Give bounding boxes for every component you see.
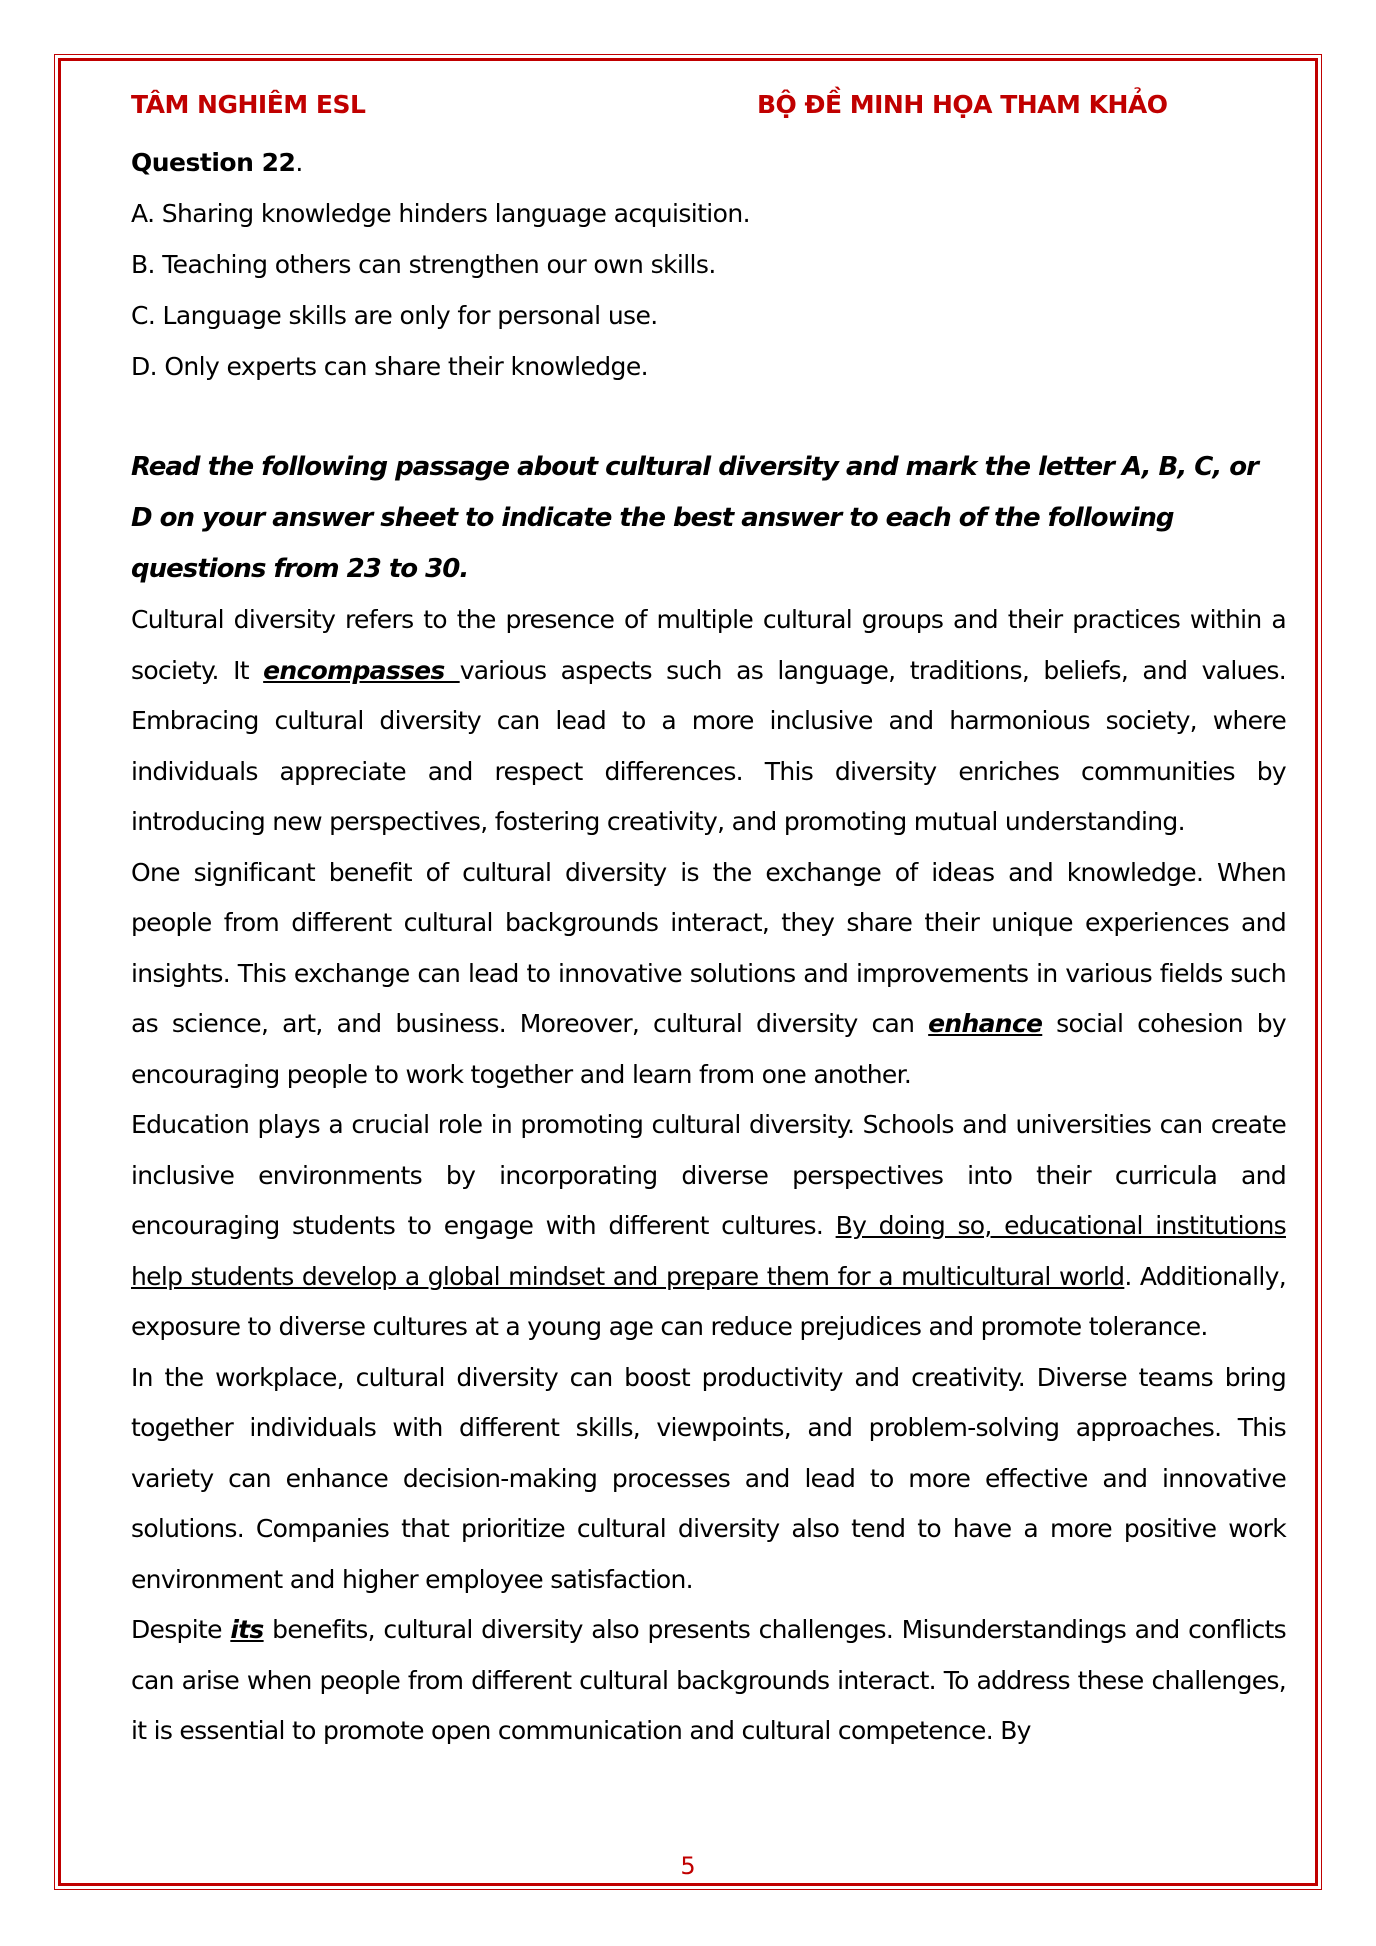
keyword-enhance: enhance	[928, 1009, 1043, 1038]
passage-paragraph-1: Cultural diversity refers to the presence of multiple cultural groups and their practices within a society. It encompasses various aspects such as language, traditions, beliefs, and values. Embracing cultural diversity can lead to a more inclusive and harmonious society, where individuals appreciate and respect differences. This diversity enriches communities by introducing new perspectives, fostering creativity, and promoting mutual understanding.	[131, 605, 1286, 836]
passage-paragraph-3: Education plays a crucial role in promoting cultural diversity. Schools and universities can create inclusive environments by incorporating diverse perspectives into their curricula and encouraging students to engage with different cultures. By doing so, educational institutions help students develop a global mindset and prepare them for a multicultural world. Additionally, exposure to diverse cultures at a young age can reduce prejudices and promote tolerance.	[131, 1110, 1286, 1341]
keyword-its: its	[230, 1615, 264, 1644]
keyword-encompasses: encompasses	[263, 655, 460, 685]
header-title: BỘ ĐỀ MINH HỌA THAM KHẢO	[757, 90, 1168, 119]
reading-passage	[131, 595, 1286, 1757]
page-header	[131, 80, 1286, 132]
option-b: B. Teaching others can strengthen our own skills.	[131, 250, 716, 279]
passage-paragraph-5: Despite its benefits, cultural diversity also presents challenges. Misunderstandings and conflicts can arise when people from different cultural backgrounds interact. To address these challenges, it is essential to promote open communication and cultural competence. By	[131, 1615, 1286, 1745]
underlined-sentence: By doing so, educational institutions help students develop a global mindset and prepare them for a multicultural world	[131, 1211, 1286, 1291]
passage-paragraph-4: In the workplace, cultural diversity can boost productivity and creativity. Diverse teams bring together individuals with different skills, viewpoints, and problem-solving approaches. This variety can enhance decision-making processes and lead to more effective and innovative solutions. Companies that prioritize cultural diversity also tend to have a more positive work environment and higher employee satisfaction.	[131, 1362, 1286, 1594]
option-c: C. Language skills are only for personal use.	[131, 301, 658, 330]
passage-paragraph-2: One significant benefit of cultural diversity is the exchange of ideas and knowledge. When people from different cultural backgrounds interact, they share their unique experiences and insights. This exchange can lead to innovative solutions and improvements in various fields such as science, art, and business. Moreover, cultural diversity can enhance social cohesion by encouraging people to work together and learn from one another.	[131, 857, 1287, 1089]
question-title: Question 22.	[131, 148, 303, 177]
page-number: 5	[680, 1852, 696, 1880]
passage-instruction: Read the following passage about cultural diversity and mark the letter A, B, C, or D on your answer sheet to indicate the best answer to each of the following questions from 23 to 30.	[131, 452, 1258, 584]
header-brand: TÂM NGHIÊM ESL	[131, 90, 366, 119]
option-a: A. Sharing knowledge hinders language acquisition.	[131, 199, 750, 228]
question-number: Question 22	[131, 148, 296, 177]
option-d: D. Only experts can share their knowledge.	[131, 352, 648, 381]
page-content	[131, 80, 1286, 1757]
